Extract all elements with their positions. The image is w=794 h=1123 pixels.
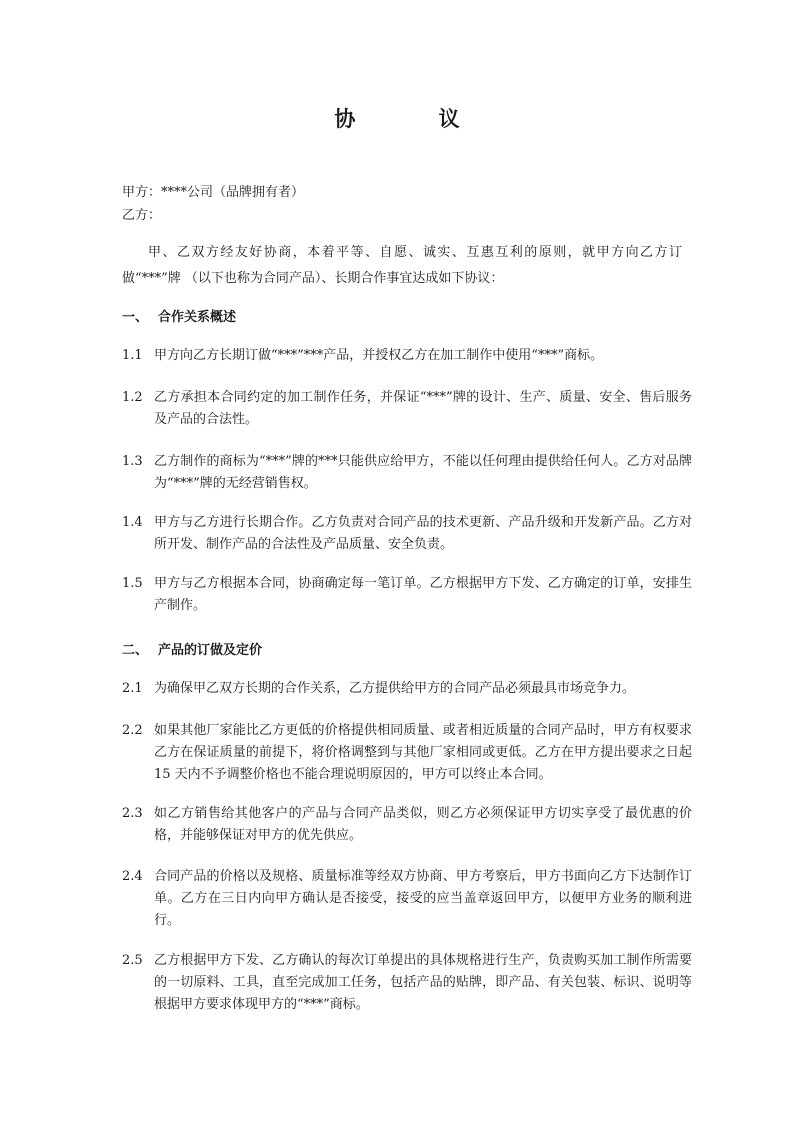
clause-text: 乙方承担本合同约定的加工制作任务，并保证“***”牌的设计、生产、质量、安全、售后服务及产品的合法性。 <box>154 390 692 427</box>
clause <box>122 950 692 1016</box>
clause-number: 1.5 <box>122 576 143 591</box>
clause-text: 乙方制作的商标为“***”牌的***只能供应给甲方，不能以任何理由提供给任何人。乙方对品牌为“***”牌的无经营销售权。 <box>154 454 692 491</box>
clause <box>122 451 692 495</box>
section-heading <box>122 306 236 325</box>
clause <box>122 720 692 786</box>
clause-number: 2.1 <box>122 681 143 696</box>
clause <box>122 866 692 932</box>
party-a-line: 甲方：****公司（品牌拥有者） <box>122 185 305 200</box>
document-title: 协 议 <box>334 106 498 131</box>
clause-number: 2.4 <box>122 869 143 884</box>
clause <box>122 345 692 367</box>
clause <box>122 512 692 556</box>
section-title: 产品的订做及定价 <box>158 643 263 658</box>
clause-text: 甲方向乙方长期订做“***”***产品，并授权乙方在加工制作中使用“***”商标。 <box>154 348 604 363</box>
clause <box>122 678 692 700</box>
clause-number: 1.1 <box>122 348 143 363</box>
section-number: 二、 <box>122 643 149 658</box>
party-b-line: 乙方： <box>122 208 162 223</box>
clause <box>122 803 692 847</box>
clause-number: 2.5 <box>122 953 143 968</box>
clause-text: 如乙方销售给其他客户的产品与合同产品类似，则乙方必须保证甲方切实享受了最优惠的价格，并能够保证对甲方的优先供应。 <box>154 806 692 843</box>
section-title: 合作关系概述 <box>158 310 237 325</box>
clause-number: 1.2 <box>122 390 143 405</box>
clause-text: 如果其他厂家能比乙方更低的价格提供相同质量、或者相近质量的合同产品时，甲方有权要求乙方在保证质量的前提下，将价格调整到与其他厂家相同或更低。乙方在甲方提出要求之日起 15 天内不予调整价格也不能合理说明原因的，甲方可以终止本合同。 <box>154 723 692 782</box>
clause-number: 1.3 <box>122 454 143 469</box>
clause-text: 甲方与乙方进行长期合作。乙方负责对合同产品的技术更新、产品升级和开发新产品。乙方对所开发、制作产品的合法性及产品质量、安全负责。 <box>154 515 692 552</box>
intro-paragraph: 甲、乙双方经友好协商，本着平等、自愿、诚实、互惠互利的原则，就甲方向乙方订做“***”牌 （以下也称为合同产品）、长期合作事宜达成如下协议： <box>122 245 682 286</box>
clause-text: 甲方与乙方根据本合同，协商确定每一笔订单。乙方根据甲方下发、乙方确定的订单，安排生产制作。 <box>154 576 692 613</box>
clause <box>122 387 692 431</box>
clause-number: 1.4 <box>122 515 143 530</box>
clause-text: 合同产品的价格以及规格、质量标准等经双方协商、甲方考察后，甲方书面向乙方下达制作订单。乙方在三日内向甲方确认是否接受，接受的应当盖章返回甲方，以便甲方业务的顺利进行。 <box>154 869 692 928</box>
clause-text: 乙方根据甲方下发、乙方确认的每次订单提出的具体规格进行生产，负责购买加工制作所需要的一切原料、工具，直至完成加工任务，包括产品的贴牌，即产品、有关包装、标识、说明等根据甲方要求体现甲方的“***”商标。 <box>154 953 692 1012</box>
section-heading <box>122 639 262 658</box>
clause-number: 2.3 <box>122 806 143 821</box>
clause-text: 为确保甲乙双方长期的合作关系，乙方提供给甲方的合同产品必须最具市场竞争力。 <box>154 681 636 696</box>
clause <box>122 573 692 617</box>
clause-number: 2.2 <box>122 723 143 738</box>
section-number: 一、 <box>122 310 149 325</box>
